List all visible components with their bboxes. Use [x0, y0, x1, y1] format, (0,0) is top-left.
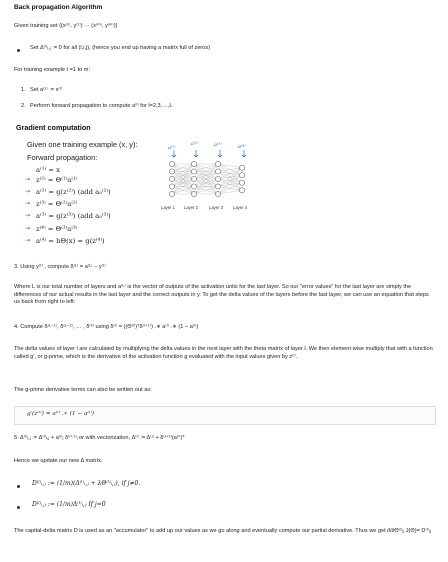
gprime-formula-box [14, 406, 436, 425]
arrow-icon: → [25, 237, 31, 244]
step1-number: 1. [21, 87, 26, 93]
down-arrow-icon [218, 150, 222, 157]
neuron-node [215, 184, 220, 189]
neuron-node [191, 191, 196, 196]
step5-text: 5. Δ⁽ˡ⁾ᵢ,ⱼ := Δ⁽ˡ⁾ᵢ,ⱼ + a⁽ˡ⁾ⱼ δ⁽ˡ⁺¹⁾ᵢ or with vectorization, Δ⁽ˡ⁾ := Δ⁽ˡ⁾ + δ⁽ˡ⁺¹⁾(a⁽ˡ⁾)ᵀ [14, 435, 185, 441]
neuron-node [239, 173, 244, 178]
gprime-text: The g-prime derivative terms can also be written out as: [14, 387, 152, 393]
fwd-line-7: a⁽⁴⁾ = hΘ(x) = g(z⁽⁴⁾) [36, 237, 105, 245]
step4-text: 4. Compute δ⁽ᴸ⁻¹⁾, δ⁽ᴸ⁻²⁾, … , δ⁽²⁾ using δ⁽ˡ⁾ = ((Θ⁽ˡ⁾)ᵀδ⁽ˡ⁺¹⁾) .∗ a⁽ˡ⁾ .∗ (1 − a⁽ˡ⁾) [14, 324, 199, 330]
arrow-icon: → [25, 212, 31, 219]
step1-text: Set a⁽¹⁾ := x⁽ᵗ⁾ [30, 87, 63, 93]
down-arrow-icon [194, 150, 198, 157]
for-training-text: For training example t =1 to m: [14, 67, 91, 73]
layer-label-3: Layer 3 [209, 205, 223, 210]
down-arrow-icon [242, 150, 246, 157]
fwd-line-1: a⁽¹⁾ = x [36, 166, 60, 174]
neuron-node [215, 161, 220, 166]
layer-label-2: Layer 2 [184, 205, 198, 210]
neuron-node [169, 169, 174, 174]
fwd-line-5: a⁽³⁾ = g(z⁽³⁾) (add a₀⁽³⁾) [36, 212, 111, 220]
arrow-icon: → [25, 225, 31, 232]
neuron-node [191, 169, 196, 174]
neuron-node [191, 176, 196, 181]
fwd-line-2: z⁽²⁾ = Θ⁽¹⁾a⁽¹⁾ [36, 176, 78, 184]
bullet [17, 49, 20, 52]
where-paragraph: Where L is our total number of layers and a⁽ᴸ⁾ is the vector of outputs of the activation units for the last layer. So our "error values" for the last layer are simply the differences of our actual results in the last layer and the correct outputs in y. To get the delta values of the layers before the last layer, we can use an equation that steps us back from right to left: [14, 284, 429, 306]
training-set-text: Given training set {(x⁽¹⁾, y⁽¹⁾) ··· (x⁽ᵐ⁾, y⁽ᵐ⁾)} [14, 23, 118, 29]
gradient-heading: Gradient computation [16, 123, 91, 132]
neuron-node [239, 188, 244, 193]
arrow-icon: → [25, 200, 31, 207]
neuron-node [169, 191, 174, 196]
fwd-line-3: a⁽²⁾ = g(z⁽²⁾) (add a₀⁽²⁾) [36, 188, 111, 196]
annotation-a3: a⁽³⁾ [214, 142, 222, 148]
capital-delta-paragraph: The capital-delta matrix D is used as an "accumulator" to add up our values as we go along and eventually compute our partial derivative. Thus we get ∂/∂Θ⁽ˡ⁾ᵢⱼ J(Θ)= D⁽ˡ⁾ᵢⱼ [14, 528, 431, 534]
arrow-icon: → [25, 176, 31, 183]
hence-text: Hence we update our new Δ matrix. [14, 458, 103, 464]
bullet [17, 506, 20, 509]
fwd-line-6: z⁽⁴⁾ = Θ⁽³⁾a⁽³⁾ [36, 225, 78, 233]
layer-label-1: Layer 1 [161, 205, 175, 210]
delta-paragraph: The delta values of layer l are calculated by multiplying the delta values in the next layer with the theta matrix of layer l. We then element-wise multiply that with a function called g', or g-prime, which is the derivative of the activation function g evaluated with the input values given by z⁽ˡ⁾. [14, 346, 433, 360]
fwd-line-4: z⁽³⁾ = Θ⁽²⁾a⁽²⁾ [36, 200, 78, 208]
given-one-text: Given one training example (x, y): [27, 140, 138, 149]
annotation-a2: a⁽²⁾ [191, 141, 199, 147]
step2-number: 2. [21, 103, 26, 109]
neuron-node [169, 161, 174, 166]
forward-text: Forward propagation: [27, 153, 98, 162]
page-title: Back propagation Algorithm [14, 4, 103, 11]
layer-label-4: Layer 4 [233, 205, 247, 210]
neuron-node [239, 165, 244, 170]
neuron-node [215, 176, 220, 181]
neuron-node [191, 184, 196, 189]
neuron-node [169, 184, 174, 189]
neuron-node [169, 176, 174, 181]
bullet [17, 485, 20, 488]
arrow-icon: → [25, 188, 31, 195]
d-formula-1: D⁽ˡ⁾ᵢ,ⱼ := (1/m)(Δ⁽ˡ⁾ᵢ,ⱼ + λΘ⁽ˡ⁾ᵢ,ⱼ), if j≠0. [32, 480, 141, 487]
neuron-node [239, 180, 244, 185]
neuron-node [215, 169, 220, 174]
annotation-a4: a⁽⁴⁾ [238, 144, 246, 150]
step3-text: 3. Using y⁽ᵗ⁾ , compute δ⁽ᴸ⁾ = a⁽ᴸ⁾ − y⁽ᵗ⁾ [14, 264, 106, 270]
gprime-formula: g′(z⁽ˡ⁾) = a⁽ˡ⁾ .∗ (1 − a⁽ˡ⁾) [27, 411, 95, 417]
annotation-a1: a⁽¹⁾ [168, 145, 176, 151]
set-delta-text: Set Δ⁽ˡ⁾ᵢ,ⱼ := 0 for all (l,i,j), (hence you end up having a matrix full of zeros) [30, 45, 211, 51]
d-formula-2: D⁽ˡ⁾ᵢ,ⱼ := (1/m)Δ⁽ˡ⁾ᵢ,ⱼ If j=0 [32, 501, 106, 508]
step2-text: Perform forward propagation to compute a⁽ˡ⁾ for l=2,3,…,L [30, 103, 173, 109]
neuron-node [215, 191, 220, 196]
neuron-node [191, 161, 196, 166]
